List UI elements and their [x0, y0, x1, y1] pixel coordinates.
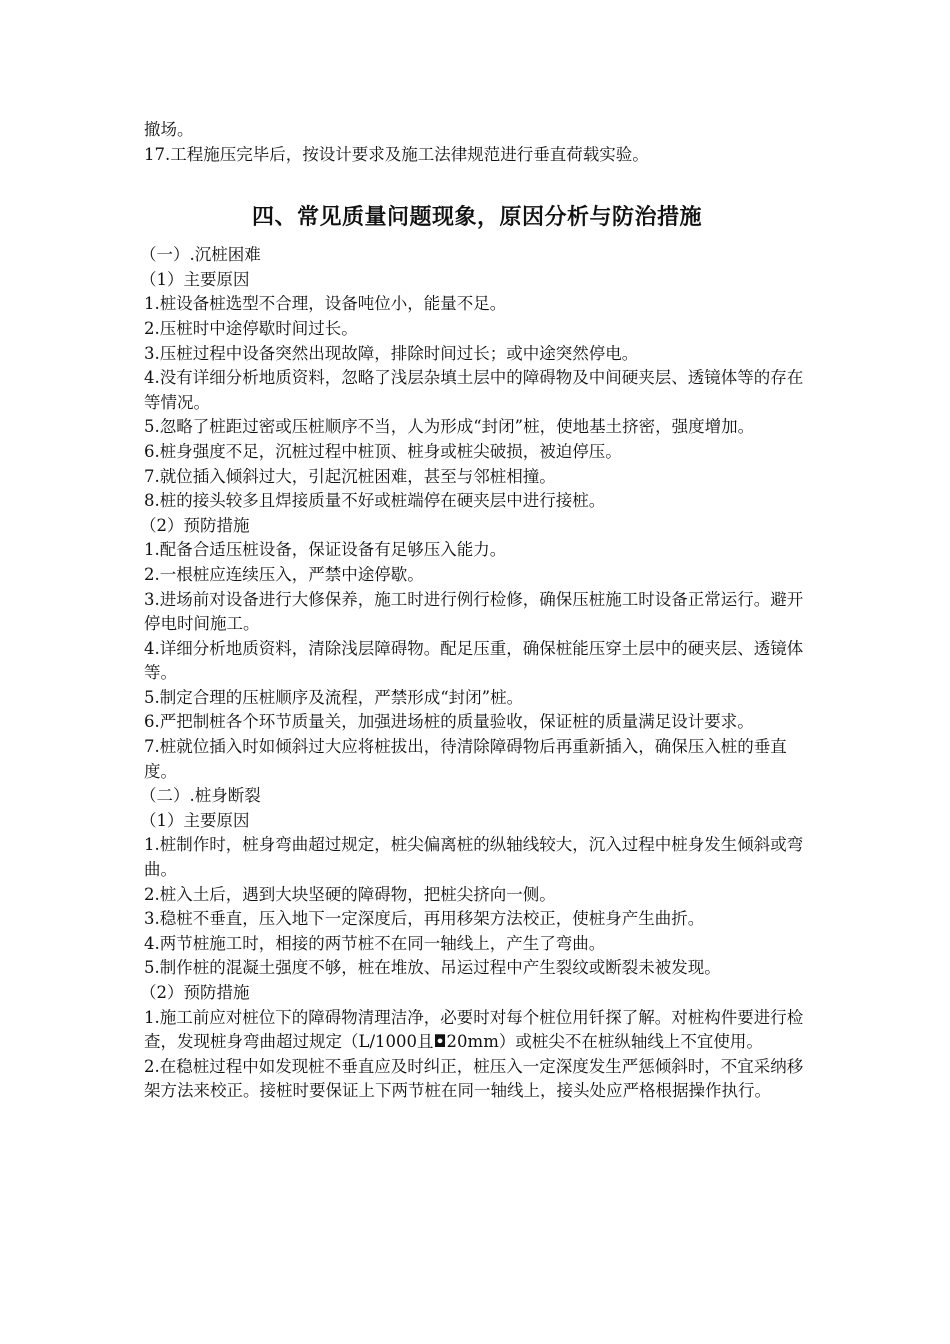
cause-item: 5.忽略了桩距过密或压桩顺序不当，人为形成“封闭”桩，使地基土挤密，强度增加。 — [144, 417, 755, 437]
document-body — [140, 118, 810, 1104]
cause-item: 1.桩制作时，桩身弯曲超过规定，桩尖偏离桩的纵轴线较大，沉入过程中桩身发生倾斜或弯曲。 — [144, 835, 804, 880]
causes-title-2: （1）主要原因 — [140, 810, 250, 830]
measures-title-1: （2）预防措施 — [140, 515, 250, 535]
cause-item: 6.桩身强度不足，沉桩过程中桩顶、桩身或桩尖破损，被迫停压。 — [144, 441, 622, 461]
measure-item: 4.详细分析地质资料，清除浅层障碍物。配足压重，确保桩能压穿土层中的硬夹层、透镜体等。 — [144, 638, 804, 683]
causes-title-1: （1）主要原因 — [140, 269, 250, 289]
measure-item: 5.制定合理的压桩顺序及流程，严禁形成“封闭”桩。 — [144, 687, 524, 707]
measure-item: 1.施工前应对桩位下的障碍物清理洁净，必要时对每个桩位用钎探了解。对桩构件要进行检查，发现桩身弯曲超过规定（L/1000且◘20mm）或桩尖不在桩纵轴线上不宜使用。 — [144, 1007, 804, 1052]
measure-item: 2.一根桩应连续压入，严禁中途停歇。 — [144, 564, 424, 584]
measure-item: 1.配备合适压桩设备，保证设备有足够压入能力。 — [144, 540, 507, 560]
subsection-title-2: （二）.桩身断裂 — [140, 786, 261, 806]
cause-item: 4.没有详细分析地质资料，忽略了浅层杂填土层中的障碍物及中间硬夹层、透镜体等的存在等情况。 — [144, 368, 804, 412]
cause-item: 2.压桩时中途停歇时间过长。 — [144, 318, 358, 338]
item-17: 17.工程施压完毕后，按设计要求及施工法律规范进行垂直荷载实验。 — [144, 144, 649, 164]
measure-item: 3.进场前对设备进行大修保养，施工时进行例行检修，确保压桩施工时设备正常运行。避开停电时间施工。 — [144, 589, 804, 634]
measure-item: 2.在稳桩过程中如发现桩不垂直应及时纠正，桩压入一定深度发生严惩倾斜时，不宜采纳移架方法来校正。接桩时要保证上下两节桩在同一轴线上，接头处应严格根据操作执行。 — [144, 1056, 804, 1101]
cause-item: 1.桩设备桩选型不合理，设备吨位小，能量不足。 — [144, 294, 507, 314]
cause-item: 2.桩入土后，遇到大块坚硬的障碍物，把桩尖挤向一侧。 — [144, 884, 556, 904]
continued-text: 撤场。 — [144, 120, 194, 139]
cause-item: 5.制作桩的混凝土强度不够，桩在堆放、吊运过程中产生裂纹或断裂未被发现。 — [144, 958, 721, 978]
measure-item: 6.严把制桩各个环节质量关，加强进场桩的质量验收，保证桩的质量满足设计要求。 — [144, 712, 754, 732]
cause-item: 3.稳桩不垂直，压入地下一定深度后，再用移架方法校正，使桩身产生曲折。 — [144, 909, 705, 929]
section-heading: 四、常见质量问题现象，原因分析与防治措施 — [251, 205, 702, 231]
measure-item: 7.桩就位插入时如倾斜过大应将桩拔出，待清除障碍物后再重新插入，确保压入桩的垂直度。 — [144, 737, 787, 781]
cause-item: 4.两节桩施工时，相接的两节桩不在同一轴线上，产生了弯曲。 — [144, 933, 606, 953]
cause-item: 7.就位插入倾斜过大，引起沉桩困难，甚至与邻桩相撞。 — [144, 466, 556, 486]
measures-title-2: （2）预防措施 — [140, 983, 250, 1002]
subsection-title-1: （一）.沉桩困难 — [140, 245, 261, 265]
cause-item: 8.桩的接头较多且焊接质量不好或桩端停在硬夹层中进行接桩。 — [144, 491, 606, 511]
cause-item: 3.压桩过程中设备突然出现故障，排除时间过长；或中途突然停电。 — [144, 343, 639, 363]
